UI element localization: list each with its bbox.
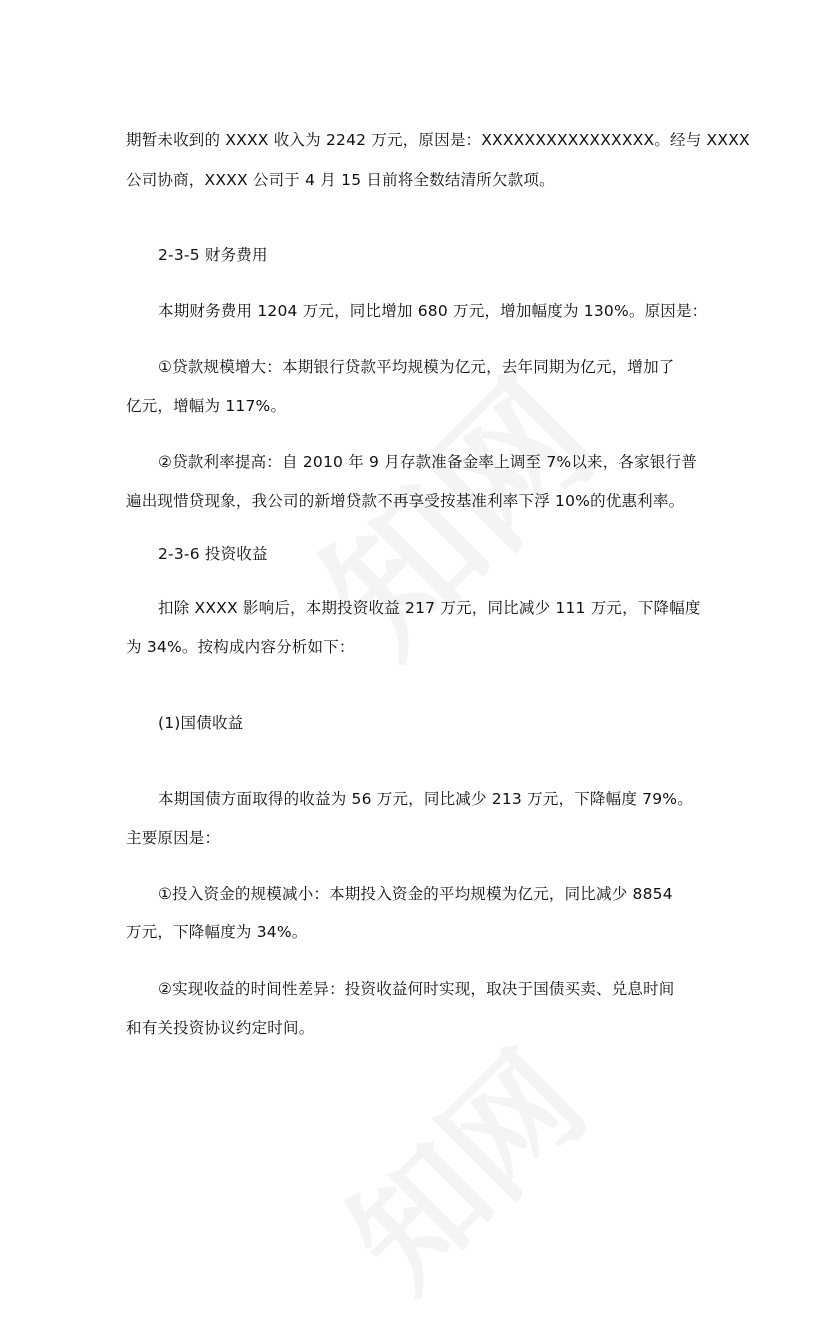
paragraph-line: 本期财务费用 1204 万元，同比增加 680 万元，增加幅度为 130%。原因是： [158,302,708,320]
paragraph-line: ①投入资金的规模减小：本期投入资金的平均规模为亿元，同比减少 8854 [158,885,673,903]
paragraph-line: 亿元，增幅为 117%。 [126,397,287,415]
section-heading: 2-3-6 投资收益 [158,545,268,563]
paragraph-line: ①贷款规模增大：本期银行贷款平均规模为亿元，去年同期为亿元，增加了 [158,358,675,376]
section-heading: 2-3-5 财务费用 [158,246,268,264]
paragraph-line: 本期国债方面取得的收益为 56 万元，同比减少 213 万元，下降幅度 79%。 [158,790,693,808]
paragraph-line: ②贷款利率提高：自 2010 年 9 月存款准备金率上调至 7%以来，各家银行普 [158,453,697,471]
paragraph-line: 遍出现惜贷现象，我公司的新增贷款不再享受按基准利率下浮 10%的优惠利率。 [126,492,685,510]
paragraph-line: 主要原因是： [126,829,221,847]
paragraph-line: ②实现收益的时间性差异：投资收益何时实现，取决于国债买卖、兑息时间 [158,980,675,998]
paragraph-line: 为 34%。按构成内容分析如下： [126,638,355,656]
watermark [302,1005,618,1321]
paragraph-line: 期暂未收到的 XXXX 收入为 2242 万元，原因是：XXXXXXXXXXXXXXXX。经与 XXXX [126,131,750,149]
paragraph-line: 和有关投资协议约定时间。 [126,1019,315,1037]
subsection-heading: (1)国债收益 [158,714,244,732]
paragraph-line: 扣除 XXXX 影响后，本期投资收益 217 万元，同比减少 111 万元，下降幅度 [158,599,701,617]
paragraph-line: 公司协商，XXXX 公司于 4 月 15 日前将全数结清所欠款项。 [126,171,555,189]
paragraph-line: 万元，下降幅度为 34%。 [126,923,308,941]
